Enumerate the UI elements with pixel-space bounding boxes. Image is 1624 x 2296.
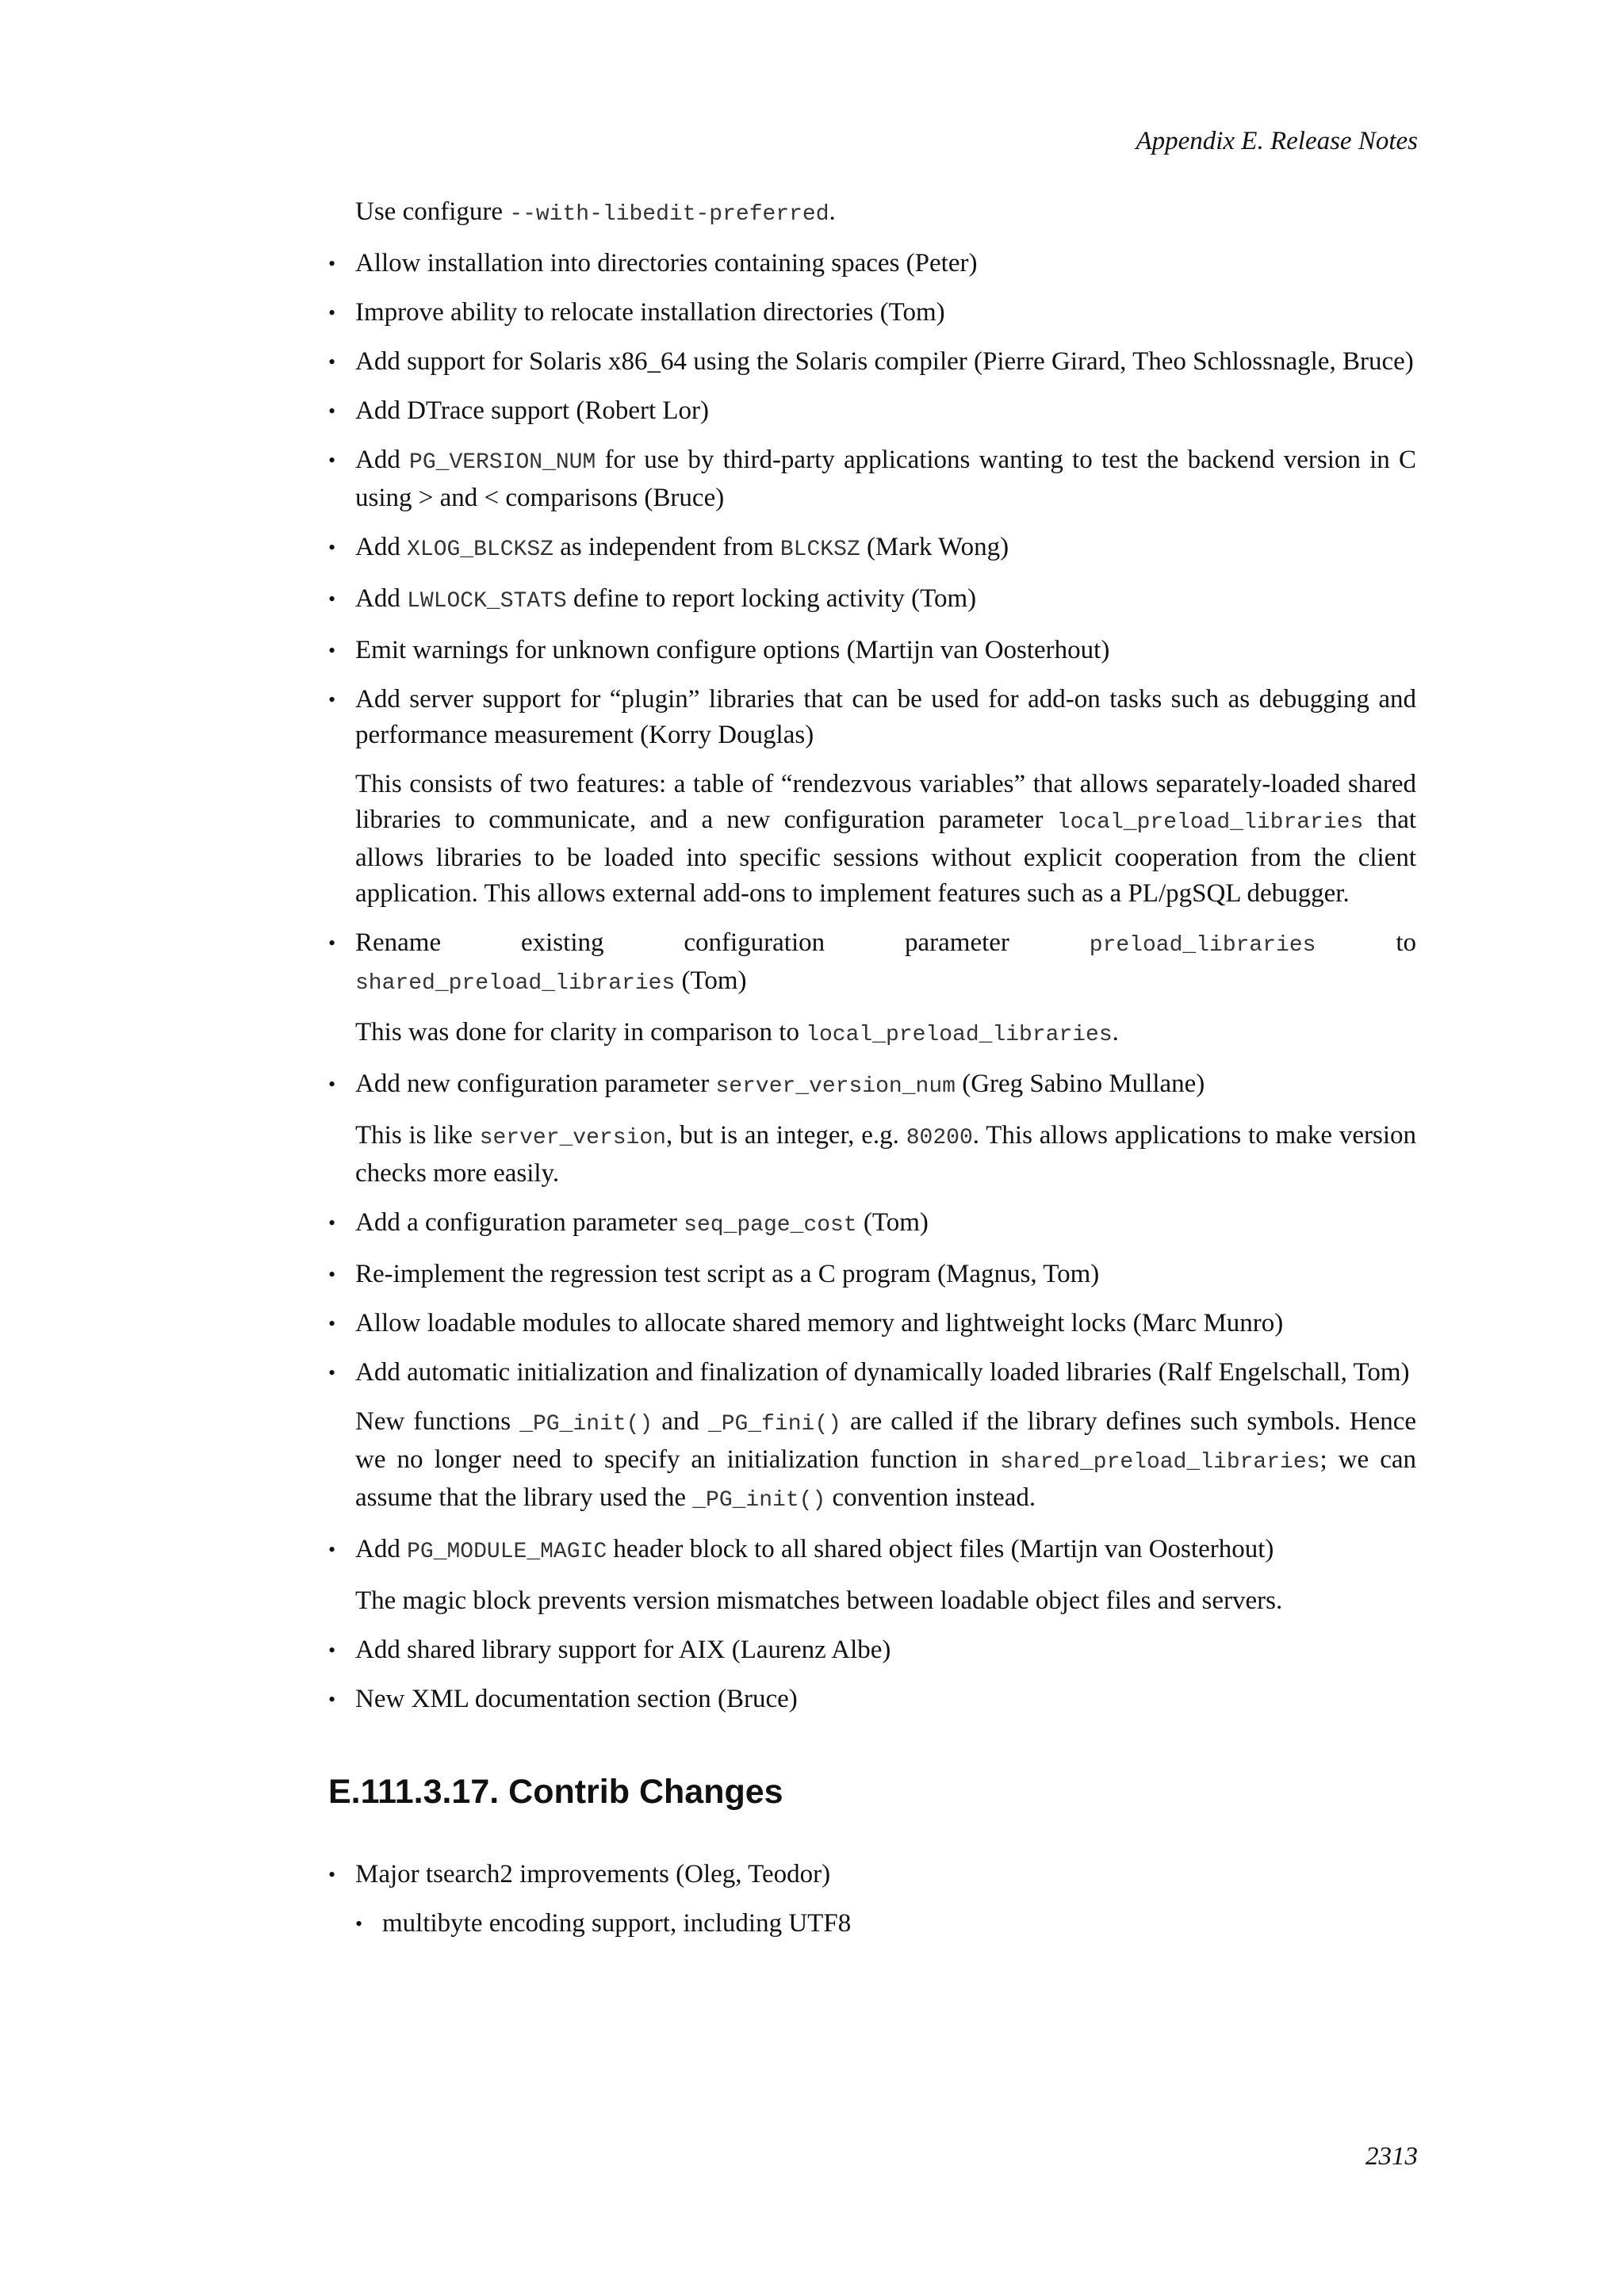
code-literal: XLOG_BLCKSZ [407,538,553,562]
item-detail: This consists of two features: a table of “rendezvous variables” that allows separately-loaded shared libraries to communicate, and a new configuration parameter local_preload_libraries that allows libraries to be loaded into specific sessions without explicit cooperation from the client application. This allows external add-ons to implement features such as a PL/pgSQL debugger. [355,770,1417,908]
bullet: • [328,1361,336,1384]
libedit-note: Use configure --with-libedit-preferred. [355,197,836,227]
list-item: • Rename existing configuration parameter preload_libraries to shared_preload_libraries (Tom) [355,925,1416,1001]
list-item: • Add DTrace support (Robert Lor) [355,393,1416,429]
list-item: • Add support for Solaris x86_64 using the Solaris compiler (Pierre Girard, Theo Schlossnagle, Bruce) [355,344,1416,380]
code-literal: --with-libedit-preferred [509,202,829,227]
bullet: • [328,1538,336,1561]
code-literal: LWLOCK_STATS [407,589,567,614]
item-detail: This is like server_version, but is an integer, e.g. 80200. This allows applications to make version checks more easily. [355,1121,1417,1188]
section-heading: E.111.3.17. Contrib Changes [328,1773,783,1811]
bullet: • [328,400,336,423]
list-item: • New XML documentation section (Bruce) [355,1682,1416,1717]
code-literal: local_preload_libraries [1056,810,1364,835]
list-item: • Emit warnings for unknown configure options (Martijn van Oosterhout) [355,633,1416,668]
list-item: • Add XLOG_BLCKSZ as independent from BLCKSZ (Mark Wong) [355,530,1416,568]
list-item: • Add automatic initialization and finalization of dynamically loaded libraries (Ralf Engelschall, Tom) [355,1355,1416,1391]
list-item: • Re-implement the regression test script as a C program (Magnus, Tom) [355,1257,1416,1292]
bullet: • [328,536,336,559]
bullet: • [355,1912,363,1935]
item-detail: New functions _PG_init() and _PG_fini() are called if the library defines such symbols. Hence we no longer need to specify an initialization function in shared_preload_libraries; we can assume that the library used the _PG_init() convention instead. [355,1407,1416,1513]
bullet: • [328,587,336,610]
code-literal: PG_MODULE_MAGIC [407,1540,607,1564]
release-notes-content [328,194,1417,1955]
item-detail: The magic block prevents version mismatches between loadable object files and servers. [355,1586,1283,1615]
running-header: Appendix E. Release Notes [1136,127,1418,155]
code-literal: preload_libraries [1089,933,1316,958]
bullet: • [328,252,336,275]
list-item: • Add shared library support for AIX (Laurenz Albe) [355,1632,1416,1668]
bullet: • [328,1863,336,1886]
item-detail: This was done for clarity in comparison to local_preload_libraries. [355,1018,1119,1047]
code-literal: 80200 [906,1126,973,1150]
bullet: • [328,688,336,711]
code-literal: server_version_num [715,1074,956,1099]
bullet: • [328,449,336,472]
bullet: • [328,1688,336,1711]
bullet: • [328,1263,336,1286]
list-item: • Add PG_VERSION_NUM for use by third-party applications wanting to test the backend version in C using > and < comparisons (Bruce) [355,442,1416,516]
code-literal: _PG_fini() [707,1412,841,1437]
list-item: • Allow installation into directories containing spaces (Peter) [355,246,1416,281]
bullet: • [328,932,336,955]
code-literal: shared_preload_libraries [1000,1450,1320,1475]
bullet: • [328,1312,336,1335]
bullet: • [328,301,336,324]
code-literal: PG_VERSION_NUM [409,450,596,475]
code-literal: _PG_init() [692,1488,826,1513]
code-literal: _PG_init() [519,1412,653,1437]
list-item: • Add new configuration parameter server_version_num (Greg Sabino Mullane) [355,1066,1416,1104]
list-item: • Major tsearch2 improvements (Oleg, Teodor) [355,1857,1416,1892]
bullet: • [328,350,336,373]
bullet: • [328,1211,336,1234]
list-item: • Allow loadable modules to allocate shared memory and lightweight locks (Marc Munro) [355,1306,1416,1341]
list-item: • Add a configuration parameter seq_page_cost (Tom) [355,1205,1416,1243]
list-item: • Add LWLOCK_STATS define to report locking activity (Tom) [355,581,1416,619]
bullet: • [328,639,336,662]
bullet: • [328,1073,336,1096]
list-item: • Add PG_MODULE_MAGIC header block to all shared object files (Martijn van Oosterhout) [355,1532,1416,1570]
list-item: • Improve ability to relocate installation directories (Tom) [355,295,1416,331]
code-literal: local_preload_libraries [806,1023,1113,1047]
nested-list-item: • multibyte encoding support, including UTF8 [382,1906,1416,1942]
code-literal: server_version [479,1126,666,1150]
code-literal: shared_preload_libraries [355,971,676,996]
page-number: 2313 [1365,2142,1418,2171]
code-literal: BLCKSZ [779,538,860,562]
bullet: • [328,1639,336,1662]
list-item: • Add server support for “plugin” libraries that can be used for add-on tasks such as debugging and performance measurement (Korry Douglas) [355,682,1416,753]
code-literal: seq_page_cost [684,1213,857,1238]
